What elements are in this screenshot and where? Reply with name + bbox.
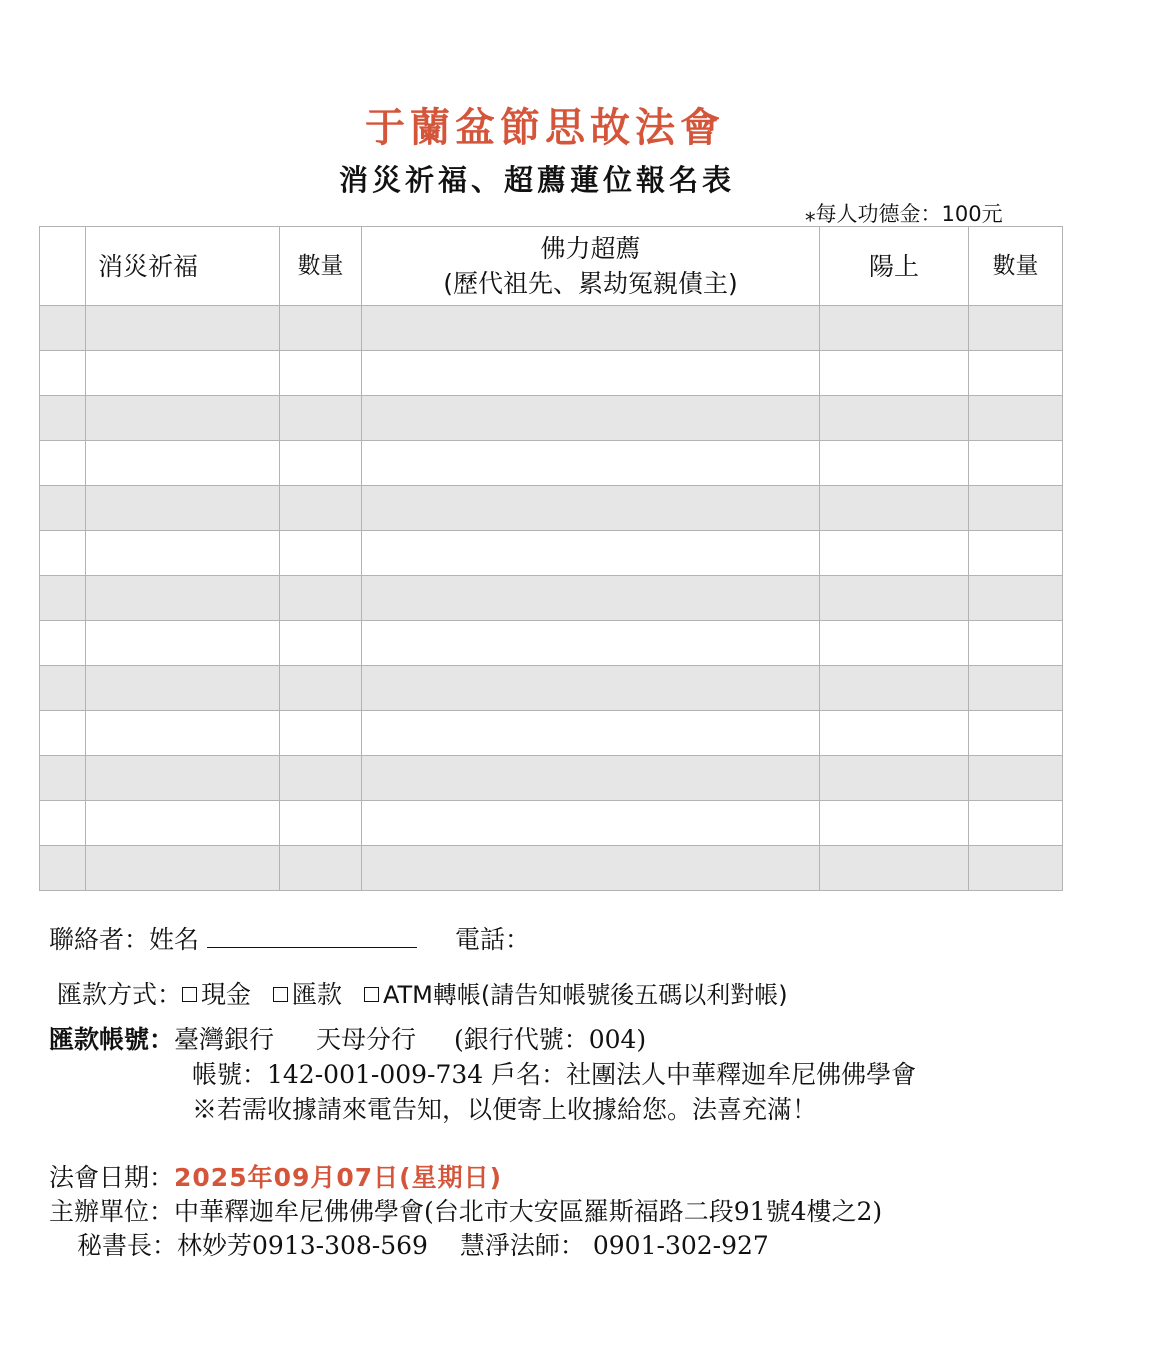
header-yangshang: 陽上: [820, 227, 969, 306]
quantity-1-cell[interactable]: [280, 306, 362, 351]
chaojian-cell[interactable]: [362, 846, 820, 891]
quantity-2-cell[interactable]: [969, 531, 1063, 576]
chaojian-cell[interactable]: [362, 756, 820, 801]
atm-option-label: ATM轉帳(請告知帳號後五碼以利對帳): [382, 981, 788, 1009]
fee-note: ⁎每人功德金：100元: [805, 202, 1003, 226]
xiaozai-cell[interactable]: [86, 486, 280, 531]
yangshang-cell[interactable]: [820, 666, 969, 711]
quantity-2-cell[interactable]: [969, 576, 1063, 621]
chaojian-cell[interactable]: [362, 621, 820, 666]
chaojian-cell[interactable]: [362, 711, 820, 756]
host-label: 主辦單位：: [49, 1197, 175, 1226]
secretary-contact: 林妙芳0913-308-569: [177, 1231, 428, 1260]
yangshang-cell[interactable]: [820, 306, 969, 351]
quantity-1-cell[interactable]: [280, 351, 362, 396]
table-row: [40, 306, 1063, 351]
table-row: [40, 486, 1063, 531]
yangshang-cell[interactable]: [820, 441, 969, 486]
chaojian-cell[interactable]: [362, 531, 820, 576]
event-date-line: [49, 1158, 502, 1194]
row-index-cell: [40, 351, 86, 396]
table-row: [40, 756, 1063, 801]
row-index-cell: [40, 711, 86, 756]
quantity-1-cell[interactable]: [280, 441, 362, 486]
quantity-2-cell[interactable]: [969, 846, 1063, 891]
quantity-1-cell[interactable]: [280, 666, 362, 711]
event-date-value: 2025年09月07日(星期日): [174, 1163, 503, 1192]
header-quantity-2: 數量: [969, 227, 1063, 306]
remit-checkbox[interactable]: [273, 987, 288, 1002]
bank-code: (銀行代號：004): [453, 1025, 647, 1054]
form-title: 于蘭盆節思故法會: [365, 104, 725, 151]
row-index-cell: [40, 396, 86, 441]
xiaozai-cell[interactable]: [86, 306, 280, 351]
chaojian-cell[interactable]: [362, 351, 820, 396]
quantity-2-cell[interactable]: [969, 756, 1063, 801]
yangshang-cell[interactable]: [820, 531, 969, 576]
bank-branch: 天母分行: [315, 1025, 416, 1054]
yangshang-cell[interactable]: [820, 351, 969, 396]
header-chaojian: [362, 227, 820, 306]
xiaozai-cell[interactable]: [86, 621, 280, 666]
cash-checkbox[interactable]: [182, 987, 197, 1002]
table-row: [40, 666, 1063, 711]
yangshang-cell[interactable]: [820, 801, 969, 846]
yangshang-cell[interactable]: [820, 486, 969, 531]
xiaozai-cell[interactable]: [86, 396, 280, 441]
yangshang-cell[interactable]: [820, 621, 969, 666]
xiaozai-cell[interactable]: [86, 666, 280, 711]
chaojian-cell[interactable]: [362, 576, 820, 621]
table-row: [40, 711, 1063, 756]
account-line: [49, 1020, 646, 1056]
table-row: [40, 441, 1063, 486]
row-index-cell: [40, 486, 86, 531]
table-row: [40, 351, 1063, 396]
quantity-1-cell[interactable]: [280, 576, 362, 621]
row-index-cell: [40, 306, 86, 351]
quantity-2-cell[interactable]: [969, 441, 1063, 486]
chaojian-cell[interactable]: [362, 306, 820, 351]
table-row: [40, 576, 1063, 621]
secretary-line: [77, 1226, 769, 1262]
payment-method-label: 匯款方式：: [57, 980, 183, 1009]
chaojian-cell[interactable]: [362, 396, 820, 441]
quantity-2-cell[interactable]: [969, 621, 1063, 666]
contact-line: [49, 920, 530, 956]
cash-option-label: 現金: [201, 980, 252, 1009]
yangshang-cell[interactable]: [820, 576, 969, 621]
quantity-2-cell[interactable]: [969, 711, 1063, 756]
quantity-2-cell[interactable]: [969, 396, 1063, 441]
xiaozai-cell[interactable]: [86, 576, 280, 621]
xiaozai-cell[interactable]: [86, 801, 280, 846]
quantity-2-cell[interactable]: [969, 486, 1063, 531]
host-value: 中華釋迦牟尼佛佛學會(台北市大安區羅斯福路二段91號4樓之2): [174, 1197, 883, 1226]
chaojian-cell[interactable]: [362, 801, 820, 846]
xiaozai-cell[interactable]: [86, 756, 280, 801]
xiaozai-cell[interactable]: [86, 711, 280, 756]
quantity-1-cell[interactable]: [280, 801, 362, 846]
header-quantity-1: 數量: [280, 227, 362, 306]
chaojian-cell[interactable]: [362, 441, 820, 486]
atm-checkbox[interactable]: [364, 987, 379, 1002]
quantity-2-cell[interactable]: [969, 351, 1063, 396]
chaojian-cell[interactable]: [362, 486, 820, 531]
row-index-cell: [40, 846, 86, 891]
xiaozai-cell[interactable]: [86, 846, 280, 891]
header-index-cell: [40, 227, 86, 306]
bank-name: 臺灣銀行: [174, 1025, 275, 1054]
payment-method-line: [57, 975, 788, 1011]
form-subtitle: 消災祈福、超薦蓮位報名表: [338, 163, 735, 197]
remit-option-label: 匯款: [291, 980, 342, 1009]
table-row: [40, 621, 1063, 666]
row-index-cell: [40, 666, 86, 711]
contact-name-label: 聯絡者：姓名: [49, 925, 200, 954]
row-index-cell: [40, 801, 86, 846]
table-body: [40, 306, 1063, 891]
row-index-cell: [40, 756, 86, 801]
xiaozai-cell[interactable]: [86, 531, 280, 576]
registration-table: [39, 226, 1063, 891]
yangshang-cell[interactable]: [820, 756, 969, 801]
table-header-row: [40, 227, 1063, 306]
chaojian-cell[interactable]: [362, 666, 820, 711]
quantity-1-cell[interactable]: [280, 756, 362, 801]
quantity-2-cell[interactable]: [969, 801, 1063, 846]
account-number: 帳號：142-001-009-734 戶名：社團法人中華釋迦牟尼佛佛學會: [192, 1060, 917, 1089]
host-line: [49, 1192, 882, 1228]
contact-phone-label: 電話：: [454, 925, 530, 954]
row-index-cell: [40, 621, 86, 666]
table-row: [40, 396, 1063, 441]
quantity-1-cell[interactable]: [280, 711, 362, 756]
yangshang-cell[interactable]: [820, 846, 969, 891]
yangshang-cell[interactable]: [820, 396, 969, 441]
table-row: [40, 846, 1063, 891]
event-date-label: 法會日期：: [49, 1163, 175, 1192]
quantity-2-cell[interactable]: [969, 666, 1063, 711]
quantity-1-cell[interactable]: [280, 846, 362, 891]
xiaozai-cell[interactable]: [86, 441, 280, 486]
table-row: [40, 801, 1063, 846]
table-row: [40, 531, 1063, 576]
master-contact: 慧淨法師： 0901-302-927: [459, 1231, 769, 1260]
xiaozai-cell[interactable]: [86, 351, 280, 396]
secretary-label: 秘書長：: [77, 1231, 178, 1260]
quantity-2-cell[interactable]: [969, 306, 1063, 351]
quantity-1-cell[interactable]: [280, 396, 362, 441]
quantity-1-cell[interactable]: [280, 621, 362, 666]
account-label: 匯款帳號：: [49, 1025, 175, 1054]
yangshang-cell[interactable]: [820, 711, 969, 756]
contact-name-field[interactable]: [207, 946, 417, 948]
receipt-note: ※若需收據請來電告知，以便寄上收據給您。法喜充滿！: [192, 1095, 818, 1124]
quantity-1-cell[interactable]: [280, 486, 362, 531]
quantity-1-cell[interactable]: [280, 531, 362, 576]
row-index-cell: [40, 576, 86, 621]
header-chaojian-detail: (歷代祖先、累劫冤親債主): [443, 269, 738, 298]
header-chaojian-title: 佛力超薦: [540, 234, 641, 263]
row-index-cell: [40, 531, 86, 576]
row-index-cell: [40, 441, 86, 486]
header-xiaozai: 消災祈福: [86, 227, 280, 306]
